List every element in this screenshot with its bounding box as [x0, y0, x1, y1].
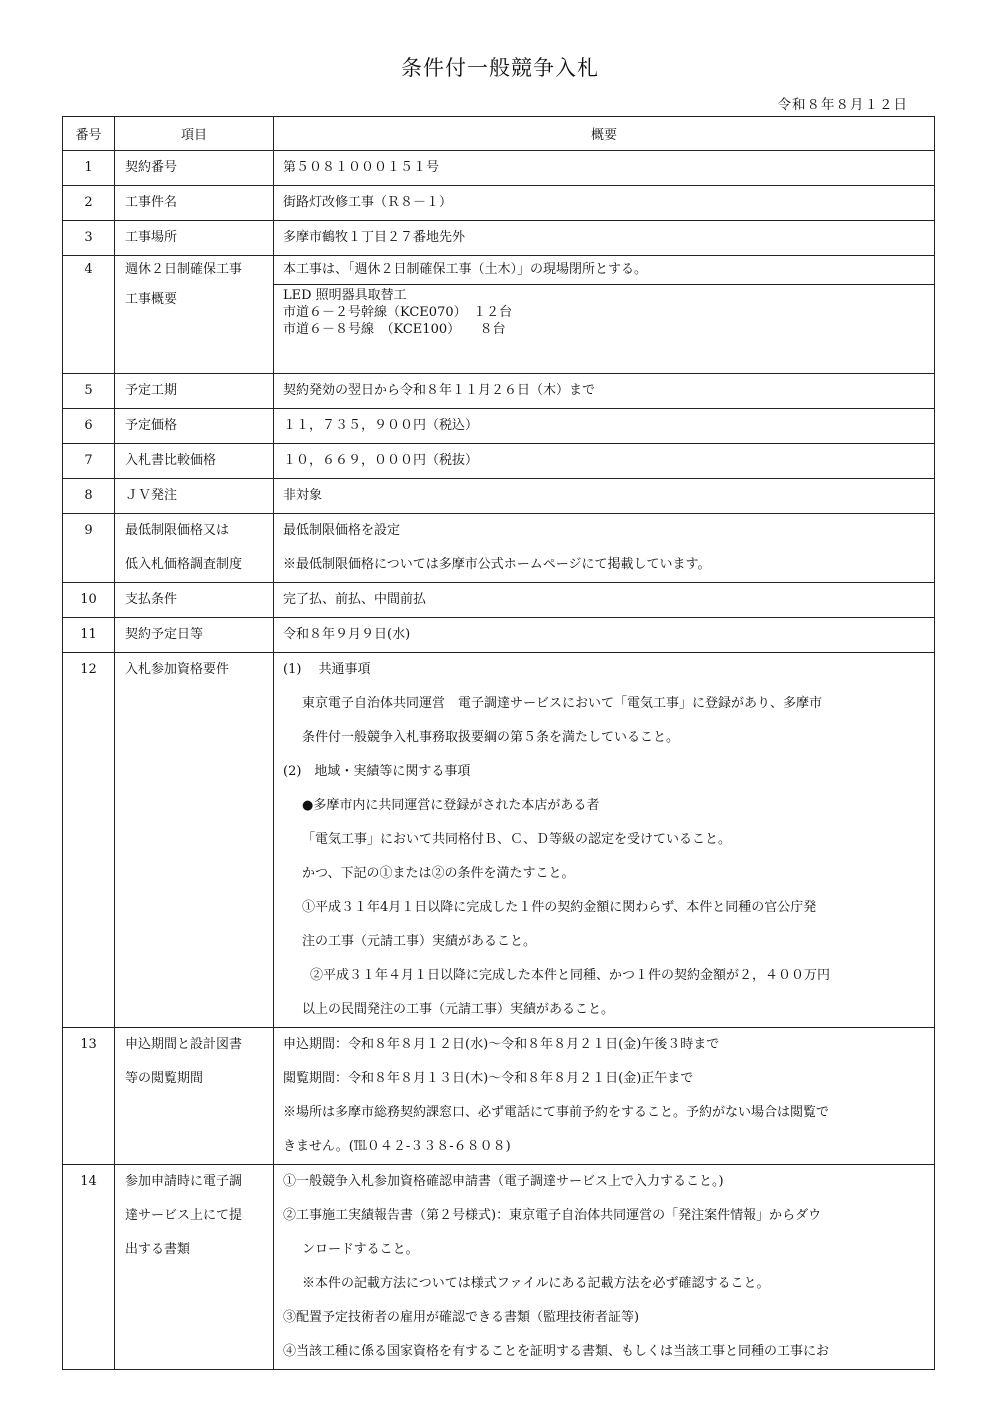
requirement-line: ①平成３１年4月１日以降に完成した１件の契約金額に関わらず、本件と同種の官公庁発: [302, 899, 817, 915]
row-item-line: 等の閲覧期間: [125, 1070, 204, 1086]
row-number: 14: [80, 1173, 97, 1189]
header-row: [63, 117, 935, 151]
row-item: 工事件名: [125, 195, 178, 210]
row-number: 7: [84, 452, 93, 468]
table-row: [63, 582, 935, 617]
requirement-line: 東京電子自治体共同運営 電子調達サービスにおいて「電気工事」に登録があり、多摩市: [302, 695, 823, 711]
row-value-line: 最低制限価格を設定: [283, 522, 401, 538]
row-value: １０，６６９，０００円（税抜）: [283, 452, 479, 468]
row-number: 9: [84, 522, 93, 538]
row-value: 街路灯改修工事（Ｒ８－１）: [283, 195, 453, 210]
table-row: [63, 513, 935, 582]
row-item: 入札書比較価格: [125, 452, 217, 468]
table-row-sub: [63, 285, 935, 374]
row-number: 1: [84, 160, 93, 175]
requirement-line: かつ、下記の①または②の条件を満たすこと。: [302, 865, 575, 881]
header-num: 番号: [63, 117, 115, 151]
document-line: ※本件の記載方法については様式ファイルにある記載方法を必ず確認すること。: [302, 1275, 770, 1291]
row-item: 週休２日制確保工事: [125, 262, 243, 277]
work-summary-line: 市道６－８号線 （KCE100） ８台: [283, 322, 506, 337]
requirement-line: ②平成３１年４月１日以降に完成した本件と同種、かつ１件の契約金額が２，４００万円: [310, 967, 831, 983]
requirement-line: 条件付一般競争入札事務取扱要綱の第５条を満たしていること。: [302, 729, 680, 745]
row-number: 12: [80, 661, 97, 677]
row-item: ＪＶ発注: [125, 487, 178, 503]
row-value-line: ※最低制限価格については多摩市公式ホームページにて掲載しています。: [283, 556, 711, 572]
row-item-line: 最低制限価格又は: [125, 522, 230, 538]
row-value: 本工事は、「週休２日制確保工事（土木）」の現場閉所とする。: [283, 262, 648, 277]
document-line: ④当該工種に係る国家資格を有することを証明する書類、もしくは当該工事と同種の工事にお: [283, 1343, 830, 1359]
period-line: 閲覧期間：令和８年８月１３日(木)～令和８年８月２１日(金)正午まで: [283, 1070, 694, 1086]
table-row: [63, 652, 935, 1027]
table-row: [63, 151, 935, 186]
table-row: [63, 1027, 935, 1164]
header-summary: 概要: [274, 117, 935, 151]
table-row: [63, 1164, 935, 1369]
row-value: １１，７３５，９００円（税込）: [283, 417, 479, 433]
row-number: 4: [84, 262, 93, 277]
row-item-line: 達サービス上にて提: [125, 1207, 243, 1223]
row-item-line: 出する書類: [125, 1241, 191, 1257]
table-row: [63, 617, 935, 652]
row-item-line: 申込期間と設計図書: [125, 1036, 243, 1052]
requirement-line: (2) 地域・実績等に関する事項: [283, 763, 471, 779]
table-row: [63, 256, 935, 285]
row-number: 11: [80, 626, 97, 642]
document-line: ンロードすること。: [302, 1241, 419, 1257]
row-number: 6: [84, 417, 93, 433]
requirement-line: ●多摩市内に共同運営に登録がされた本店がある者: [302, 797, 600, 813]
table-row: [63, 186, 935, 221]
header-item: 項目: [115, 117, 274, 151]
row-item: 予定価格: [125, 417, 178, 433]
row-item-line: 参加申請時に電子調: [125, 1173, 243, 1189]
row-value: 第５０８１０００１５１号: [283, 160, 440, 175]
period-line: 申込期間：令和８年８月１２日(水)～令和８年８月２１日(金)午後３時まで: [283, 1036, 720, 1052]
document-line: ②工事施工実績報告書（第２号様式)：東京電子自治体共同運営の「発注案件情報」からダウ: [283, 1207, 822, 1223]
document-title: 条件付一般競争入札: [401, 56, 599, 80]
row-item: 契約番号: [125, 160, 178, 175]
document-line: ①一般競争入札参加資格確認申請書（電子調達サービス上で入力すること。): [283, 1173, 724, 1189]
row-number: 13: [80, 1036, 97, 1052]
period-line: きません。(℡０４２-３３８-６８０８): [283, 1138, 511, 1154]
document-date: 令和８年８月１２日: [777, 97, 908, 113]
row-number: 8: [84, 487, 93, 503]
requirement-line: (1) 共通事項: [283, 661, 371, 677]
row-number: 10: [80, 591, 97, 607]
row-number: 3: [84, 230, 93, 245]
table-row: [63, 443, 935, 478]
tender-table: [62, 116, 935, 1370]
row-item: 支払条件: [125, 591, 178, 607]
requirement-line: 「電気工事」において共同格付Ｂ、Ｃ、Ｄ等級の認定を受けていること。: [302, 831, 732, 847]
row-item: 入札参加資格要件: [125, 661, 230, 677]
requirement-line: 以上の民間発注の工事（元請工事）実績があること。: [302, 1001, 615, 1017]
row-item: 契約予定日等: [125, 626, 204, 642]
row-number: 5: [84, 382, 93, 398]
work-summary-line: LED 照明器具取替工: [283, 288, 407, 303]
row-value: 完了払、前払、中間前払: [283, 591, 427, 607]
table-row: [63, 478, 935, 513]
row-value: 令和８年９月９日(水): [283, 626, 411, 642]
row-item-line: 低入札価格調査制度: [125, 556, 243, 572]
row-item: 予定工期: [125, 382, 178, 398]
row-number: 2: [84, 195, 93, 210]
row-value: 非対象: [283, 487, 323, 503]
table-row: [63, 373, 935, 408]
work-summary-line: 市道６－２号幹線（KCE070） １２台: [283, 305, 513, 320]
row-item: 工事場所: [125, 230, 178, 245]
row-value: 契約発効の翌日から令和８年１１月２６日（木）まで: [283, 382, 596, 398]
row-sub-item: 工事概要: [125, 291, 178, 307]
period-line: ※場所は多摩市総務契約課窓口、必ず電話にて事前予約をすること。予約がない場合は閲覧で: [283, 1104, 830, 1120]
table-row: [63, 221, 935, 256]
row-value: 多摩市鶴牧１丁目２７番地先外: [283, 230, 466, 245]
requirement-line: 注の工事（元請工事）実績があること。: [302, 933, 537, 949]
table-row: [63, 408, 935, 443]
document-line: ③配置予定技術者の雇用が確認できる書類（監理技術者証等): [283, 1309, 640, 1325]
